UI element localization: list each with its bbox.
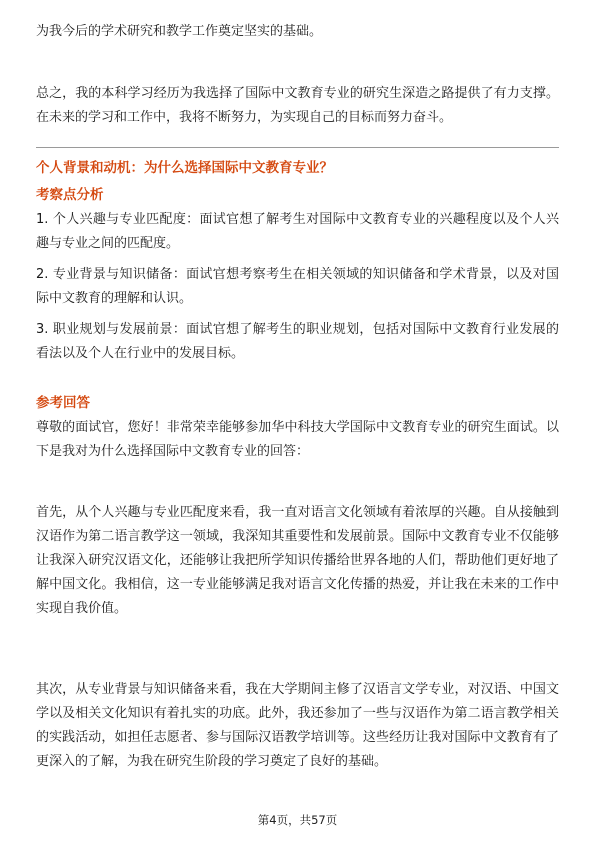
analysis-item: 3. 职业规划与发展前景：面试官想了解考生的职业规划，包括对国际中文教育行业发展的看法以及个人在行业中的发展目标。 (36, 322, 559, 361)
page-number: 第4页，共57页 (257, 813, 338, 827)
analysis-heading: 考察点分析 (36, 187, 104, 203)
answer-heading: 参考回答 (36, 395, 90, 411)
analysis-item: 2. 专业背景与知识储备：面试官想考察考生在相关领域的知识储备和学术背景，以及对国际中文教育的理解和认识。 (36, 267, 559, 306)
answer-paragraph: 首先，从个人兴趣与专业匹配度来看，我一直对语言文化领域有着浓厚的兴趣。自从接触到汉语作为第二语言教学这一领域，我深知其重要性和发展前景。国际中文教育专业不仅能够让我深入研究汉语文化，还能够让我把所学知识传播给世界各地的人们，帮助他们更好地了解中国文化。我相信，这一专业能够满足我对语言文化传播的热爱，并让我在未来的工作中实现自我价值。 (36, 505, 559, 616)
analysis-item: 1. 个人兴趣与专业匹配度：面试官想了解考生对国际中文教育专业的兴趣程度以及个人兴趣与专业之间的匹配度。 (36, 212, 559, 251)
analysis-list (36, 208, 559, 373)
answer-paragraph: 尊敬的面试官，您好！非常荣幸能够参加华中科技大学国际中文教育专业的研究生面试。以下是我对为什么选择国际中文教育专业的回答： (36, 420, 559, 459)
answer-paragraph: 其次，从专业背景与知识储备来看，我在大学期间主修了汉语言文学专业，对汉语、中国文学以及相关文化知识有着扎实的功底。此外，我还参加了一些与汉语作为第二语言教学相关的实践活动，如担任志愿者、参与国际汉语教学培训等。这些经历让我对国际中文教育有了更深入的了解，为我在研究生阶段的学习奠定了良好的基础。 (36, 682, 559, 769)
intro-paragraph-1: 为我今后的学术研究和教学工作奠定坚实的基础。 (36, 24, 323, 39)
question-title: 个人背景和动机：为什么选择国际中文教育专业？ (36, 160, 333, 176)
intro-paragraph-2: 总之，我的本科学习经历为我选择了国际中文教育专业的研究生深造之路提供了有力支撑。在未来的学习和工作中，我将不断努力，为实现自己的目标而努力奋斗。 (36, 86, 559, 125)
section-divider (36, 147, 559, 148)
